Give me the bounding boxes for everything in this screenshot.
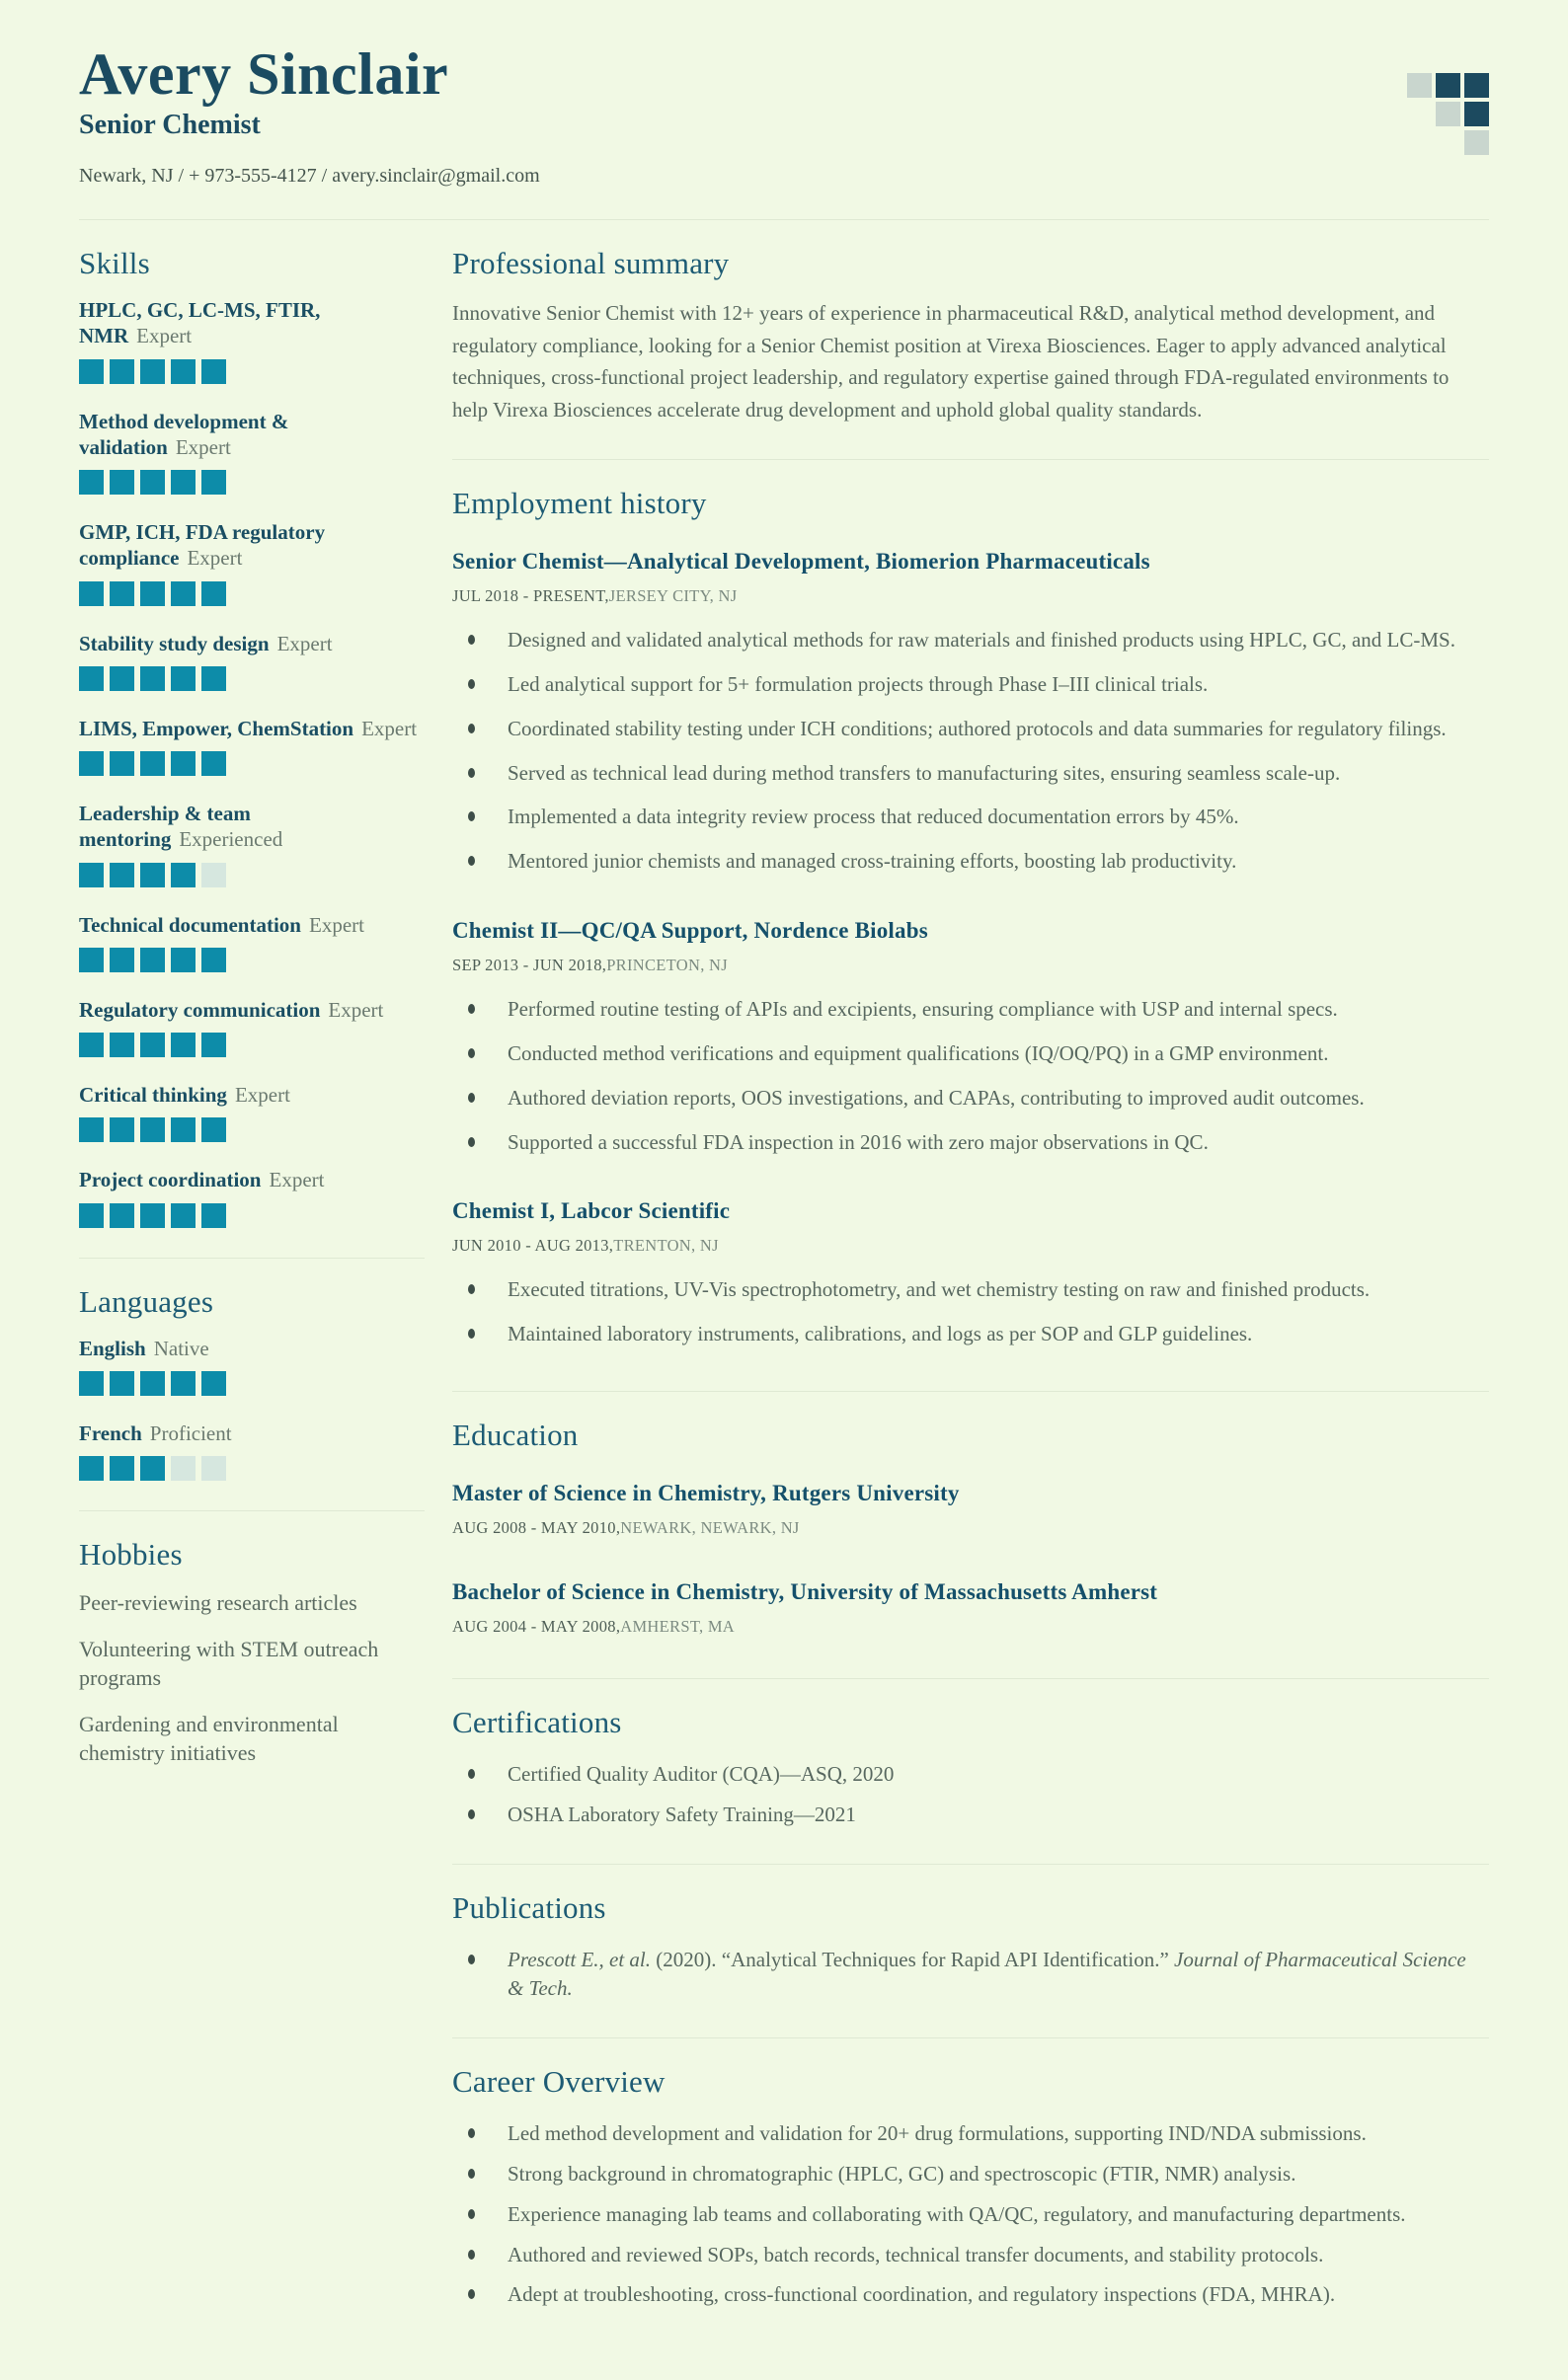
location-text: PRINCETON, NJ xyxy=(606,956,728,975)
rating-bar xyxy=(79,1203,425,1228)
rating-square-filled xyxy=(110,948,134,972)
employment-heading: Employment history xyxy=(452,486,707,521)
rating-square-filled xyxy=(171,1203,196,1228)
bullet-item: Designed and validated analytical methods for raw materials and finished products using HPLC, GC, and LC-MS. xyxy=(452,626,1485,655)
rating-square-filled xyxy=(140,581,165,606)
rating-square-filled xyxy=(171,359,196,384)
rated-item-label-line xyxy=(79,1167,425,1192)
rating-square-empty xyxy=(201,1456,226,1481)
rated-item-label: HPLC, GC, LC-MS, FTIR, NMR xyxy=(79,298,321,348)
rated-item-label-line xyxy=(79,297,425,349)
rating-square-empty xyxy=(201,863,226,887)
publications-list xyxy=(452,1946,1489,2005)
logo-square-dark xyxy=(1436,73,1460,98)
rated-item xyxy=(79,409,425,496)
job-bullets xyxy=(452,1275,1489,1349)
education-heading: Education xyxy=(452,1417,579,1452)
rated-item-level: Expert xyxy=(328,997,384,1022)
job-title: Senior Chemist—Analytical Development, Biomerion Pharmaceuticals xyxy=(452,549,1150,575)
hobby-item: Gardening and environmental chemistry initiatives xyxy=(79,1712,339,1766)
skills-heading: Skills xyxy=(79,246,150,280)
logo-square-dark xyxy=(1464,73,1489,98)
bullet-item: Implemented a data integrity review process that reduced documentation errors by 45%. xyxy=(452,803,1485,832)
job-title: Chemist II—QC/QA Support, Nordence Biolabs xyxy=(452,918,928,944)
section-divider xyxy=(452,459,1489,460)
languages-section xyxy=(79,1284,425,1482)
rating-square-empty xyxy=(171,1456,196,1481)
sidebar xyxy=(79,220,452,1785)
rated-item-level: Expert xyxy=(276,631,333,655)
certifications-heading: Certifications xyxy=(452,1704,622,1739)
bullet-item: Led analytical support for 5+ formulation projects through Phase I–III clinical trials. xyxy=(452,670,1485,700)
rated-item-level: Expert xyxy=(309,912,364,937)
certifications-section xyxy=(452,1705,1489,1830)
rating-square-filled xyxy=(110,470,134,495)
rating-square-filled xyxy=(171,751,196,776)
employment-section xyxy=(452,486,1489,1349)
rated-item-level: Expert xyxy=(175,434,231,459)
job-entry xyxy=(452,1198,1489,1349)
bullet-item: Conducted method verifications and equipment qualifications (IQ/OQ/PQ) in a GMP environment. xyxy=(452,1039,1485,1069)
rating-square-filled xyxy=(171,1371,196,1396)
section-divider xyxy=(452,2037,1489,2038)
rated-item-label: Regulatory communication xyxy=(79,997,321,1022)
rating-square-filled xyxy=(79,666,104,691)
rating-square-filled xyxy=(171,1033,196,1057)
rated-item-level: Expert xyxy=(361,716,418,740)
section-divider xyxy=(452,1678,1489,1679)
rated-item-label-line xyxy=(79,801,425,853)
dates-text: JUN 2010 - AUG 2013, xyxy=(452,1236,614,1256)
publications-heading: Publications xyxy=(452,1889,606,1925)
rating-square-filled xyxy=(140,1033,165,1057)
location-text: NEWARK, NEWARK, NJ xyxy=(620,1517,800,1537)
location-text: JERSEY CITY, NJ xyxy=(608,586,738,606)
sidebar-divider xyxy=(79,1510,425,1511)
rating-square-filled xyxy=(110,1456,134,1481)
sidebar-divider xyxy=(79,1258,425,1259)
degree-entry xyxy=(452,1579,1489,1637)
bullet-item: Strong background in chromatographic (HPLC, GC) and spectroscopic (FTIR, NMR) analysis. xyxy=(452,2160,1485,2189)
publication-text: (2020). “Analytical Techniques for Rapid API Identification.” xyxy=(651,1947,1175,1971)
dateline xyxy=(452,956,1489,975)
rating-square-filled xyxy=(140,1203,165,1228)
bullet-item: Adept at troubleshooting, cross-functional coordination, and regulatory inspections (FDA, MHRA). xyxy=(452,2280,1485,2310)
rated-item-label-line xyxy=(79,1420,425,1446)
main-column xyxy=(452,220,1489,2321)
rated-item xyxy=(79,801,425,887)
rating-bar xyxy=(79,1371,425,1396)
degree-entry xyxy=(452,1481,1489,1538)
bullet-item: Certified Quality Auditor (CQA)—ASQ, 2020 xyxy=(452,1760,1485,1790)
dateline xyxy=(452,1236,1489,1256)
rating-bar xyxy=(79,751,425,776)
rated-item-label-line xyxy=(79,912,425,938)
hobby-item: Peer-reviewing research articles xyxy=(79,1590,357,1615)
certifications-list xyxy=(452,1760,1489,1830)
bullet-item: Led method development and validation for 20+ drug formulations, supporting IND/NDA submissions. xyxy=(452,2119,1485,2149)
rating-square-filled xyxy=(171,948,196,972)
degrees-list xyxy=(452,1481,1489,1637)
dateline xyxy=(452,586,1489,606)
dates-text: JUL 2018 - PRESENT, xyxy=(452,586,609,606)
rating-bar xyxy=(79,948,425,972)
dateline xyxy=(452,1518,1489,1538)
contact-line: Newark, NJ / + 973-555-4127 / avery.sinclair@gmail.com xyxy=(79,165,540,187)
hobbies-heading: Hobbies xyxy=(79,1537,183,1572)
degree-title: Master of Science in Chemistry, Rutgers University xyxy=(452,1480,960,1505)
job-bullets xyxy=(452,995,1489,1157)
brand-logo xyxy=(1407,73,1489,155)
bullet-item: Coordinated stability testing under ICH conditions; authored protocols and data summaries for regulatory filings. xyxy=(452,715,1485,744)
rated-item-label-line xyxy=(79,409,425,461)
rating-square-filled xyxy=(171,666,196,691)
rated-item xyxy=(79,1082,425,1142)
bullet-item: Executed titrations, UV-Vis spectrophotometry, and wet chemistry testing on raw and finished products. xyxy=(452,1275,1485,1305)
rating-square-filled xyxy=(201,1371,226,1396)
rating-square-filled xyxy=(79,948,104,972)
location-text: TRENTON, NJ xyxy=(613,1236,719,1256)
bullet-item: Authored and reviewed SOPs, batch records, technical transfer documents, and stability protocols. xyxy=(452,2241,1485,2270)
person-name: Avery Sinclair xyxy=(79,41,449,107)
job-title: Chemist I, Labcor Scientific xyxy=(452,1198,731,1224)
rating-square-filled xyxy=(79,1456,104,1481)
job-entry xyxy=(452,918,1489,1157)
education-section xyxy=(452,1418,1489,1637)
rated-item-label-line xyxy=(79,1336,425,1361)
job-bullets xyxy=(452,626,1489,877)
dates-text: AUG 2004 - MAY 2008, xyxy=(452,1616,621,1636)
rating-square-filled xyxy=(140,751,165,776)
resume-header xyxy=(79,0,1489,188)
rating-square-filled xyxy=(110,1371,134,1396)
logo-square-light xyxy=(1407,73,1432,98)
rating-bar xyxy=(79,359,425,384)
rating-square-filled xyxy=(140,1117,165,1142)
rating-square-filled xyxy=(140,1456,165,1481)
publication-italic-text: Prescott E., et al. xyxy=(508,1947,652,1971)
bullet-item: Supported a successful FDA inspection in 2016 with zero major observations in QC. xyxy=(452,1128,1485,1158)
rating-square-filled xyxy=(201,948,226,972)
languages-list xyxy=(79,1336,425,1482)
rated-item-level: Proficient xyxy=(149,1420,232,1445)
rating-square-filled xyxy=(79,1203,104,1228)
job-entry xyxy=(452,549,1489,877)
rating-square-filled xyxy=(79,470,104,495)
summary-text: Innovative Senior Chemist with 12+ years of experience in pharmaceutical R&D, analytical method development, and regulatory compliance, looking for a Senior Chemist position at Virexa Biosciences. Eager to apply advanced analytical techniques, cross-functional project leadership, and regulatory expertise gained through FDA-regulated environments to help Virexa Biosciences accelerate drug development and uphold global quality standards. xyxy=(452,301,1450,422)
hobbies-section xyxy=(79,1537,425,1767)
bullet-item: Performed routine testing of APIs and excipients, ensuring compliance with USP and internal specs. xyxy=(452,995,1485,1025)
rated-item-label: Technical documentation xyxy=(79,912,301,937)
rating-square-filled xyxy=(201,751,226,776)
rated-item-label-line xyxy=(79,716,425,741)
rated-item xyxy=(79,519,425,606)
logo-square-light xyxy=(1436,102,1460,126)
rating-square-filled xyxy=(110,863,134,887)
rating-square-filled xyxy=(201,1117,226,1142)
rated-item-level: Expert xyxy=(187,546,243,571)
rating-square-filled xyxy=(110,359,134,384)
hobby-item: Volunteering with STEM outreach programs xyxy=(79,1637,379,1691)
rated-item-label-line xyxy=(79,519,425,572)
rated-item xyxy=(79,1336,425,1396)
rating-square-filled xyxy=(140,863,165,887)
rating-square-filled xyxy=(110,751,134,776)
publication-item xyxy=(452,1946,1485,2005)
rated-item-label-line xyxy=(79,997,425,1023)
rating-square-filled xyxy=(79,359,104,384)
rating-square-filled xyxy=(140,666,165,691)
rated-item-label: French xyxy=(79,1420,142,1445)
rated-item xyxy=(79,631,425,691)
location-text: AMHERST, MA xyxy=(620,1616,736,1636)
rating-square-filled xyxy=(79,1117,104,1142)
rating-square-filled xyxy=(79,1371,104,1396)
rating-square-filled xyxy=(110,581,134,606)
degree-title: Bachelor of Science in Chemistry, University of Massachusetts Amherst xyxy=(452,1578,1158,1604)
skills-list xyxy=(79,297,425,1228)
rating-square-filled xyxy=(171,863,196,887)
logo-square-dark xyxy=(1464,102,1489,126)
bullet-item: Mentored junior chemists and managed cross-training efforts, boosting lab productivity. xyxy=(452,847,1485,877)
rated-item xyxy=(79,1420,425,1481)
hobby-list xyxy=(79,1588,410,1767)
rating-square-filled xyxy=(110,1203,134,1228)
publication-italic-text: Journal of Pharmaceutical Science & Tech. xyxy=(508,1947,1466,2001)
rating-square-filled xyxy=(140,359,165,384)
rating-square-filled xyxy=(201,470,226,495)
rated-item xyxy=(79,912,425,972)
rated-item-label: Leadership & team mentoring xyxy=(79,802,251,852)
rating-square-filled xyxy=(79,581,104,606)
rated-item-label: Project coordination xyxy=(79,1168,262,1192)
rating-square-filled xyxy=(201,1033,226,1057)
rated-item-label: English xyxy=(79,1336,146,1360)
summary-section xyxy=(452,246,1489,425)
rated-item-label-line xyxy=(79,631,425,656)
rating-square-filled xyxy=(171,1117,196,1142)
rated-item-label: Method development & validation xyxy=(79,409,289,459)
section-divider xyxy=(452,1864,1489,1865)
bullet-item: Experience managing lab teams and collaborating with QA/QC, regulatory, and manufacturing departments. xyxy=(452,2200,1485,2230)
rated-item-level: Expert xyxy=(269,1168,325,1192)
rated-item-level: Expert xyxy=(234,1083,290,1107)
bullet-item: Maintained laboratory instruments, calibrations, and logs as per SOP and GLP guidelines. xyxy=(452,1320,1485,1349)
rating-square-filled xyxy=(79,751,104,776)
logo-square-light xyxy=(1464,130,1489,155)
rating-bar xyxy=(79,1456,425,1481)
section-divider xyxy=(452,1391,1489,1392)
career-overview-heading: Career Overview xyxy=(452,2064,666,2100)
rating-bar xyxy=(79,863,425,887)
rating-square-filled xyxy=(201,666,226,691)
person-title: Senior Chemist xyxy=(79,110,261,140)
rating-square-filled xyxy=(79,863,104,887)
dates-text: SEP 2013 - JUN 2018, xyxy=(452,956,607,975)
rating-bar xyxy=(79,666,425,691)
rating-square-filled xyxy=(140,1371,165,1396)
rated-item-level: Native xyxy=(153,1336,209,1360)
summary-heading: Professional summary xyxy=(452,246,730,280)
rated-item-label-line xyxy=(79,1082,425,1108)
rated-item-label: Critical thinking xyxy=(79,1083,227,1107)
logo-square-blank xyxy=(1436,130,1460,155)
rated-item xyxy=(79,997,425,1057)
rating-bar xyxy=(79,1117,425,1142)
rated-item-label: LIMS, Empower, ChemStation xyxy=(79,716,354,740)
bullet-item: OSHA Laboratory Safety Training—2021 xyxy=(452,1801,1485,1830)
rating-bar xyxy=(79,581,425,606)
rating-square-filled xyxy=(171,581,196,606)
rated-item xyxy=(79,716,425,776)
rated-item xyxy=(79,1167,425,1227)
rated-item-level: Experienced xyxy=(179,827,283,852)
content-columns xyxy=(79,220,1489,2321)
rating-square-filled xyxy=(140,470,165,495)
bullet-item: Served as technical lead during method transfers to manufacturing sites, ensuring seamless scale-up. xyxy=(452,759,1485,789)
languages-heading: Languages xyxy=(79,1283,214,1319)
publications-section xyxy=(452,1890,1489,2005)
logo-square-blank xyxy=(1407,102,1432,126)
rating-square-filled xyxy=(110,1033,134,1057)
rating-bar xyxy=(79,1033,425,1057)
rating-square-filled xyxy=(79,1033,104,1057)
rating-square-filled xyxy=(140,948,165,972)
rating-square-filled xyxy=(110,666,134,691)
logo-square-blank xyxy=(1407,130,1432,155)
bullet-item: Authored deviation reports, OOS investigations, and CAPAs, contributing to improved audit outcomes. xyxy=(452,1084,1485,1113)
header-identity xyxy=(79,36,540,188)
rated-item-label: Stability study design xyxy=(79,631,270,655)
rated-item-label: GMP, ICH, FDA regulatory compliance xyxy=(79,520,326,571)
rating-square-filled xyxy=(201,359,226,384)
dates-text: AUG 2008 - MAY 2010, xyxy=(452,1517,621,1537)
rating-square-filled xyxy=(171,470,196,495)
rated-item-level: Expert xyxy=(136,324,193,348)
jobs-list xyxy=(452,549,1489,1349)
dateline xyxy=(452,1617,1489,1637)
rating-square-filled xyxy=(201,1203,226,1228)
skills-section xyxy=(79,246,425,1228)
rated-item xyxy=(79,297,425,384)
rating-square-filled xyxy=(201,581,226,606)
career-overview-section xyxy=(452,2064,1489,2310)
rating-square-filled xyxy=(110,1117,134,1142)
rating-bar xyxy=(79,470,425,495)
